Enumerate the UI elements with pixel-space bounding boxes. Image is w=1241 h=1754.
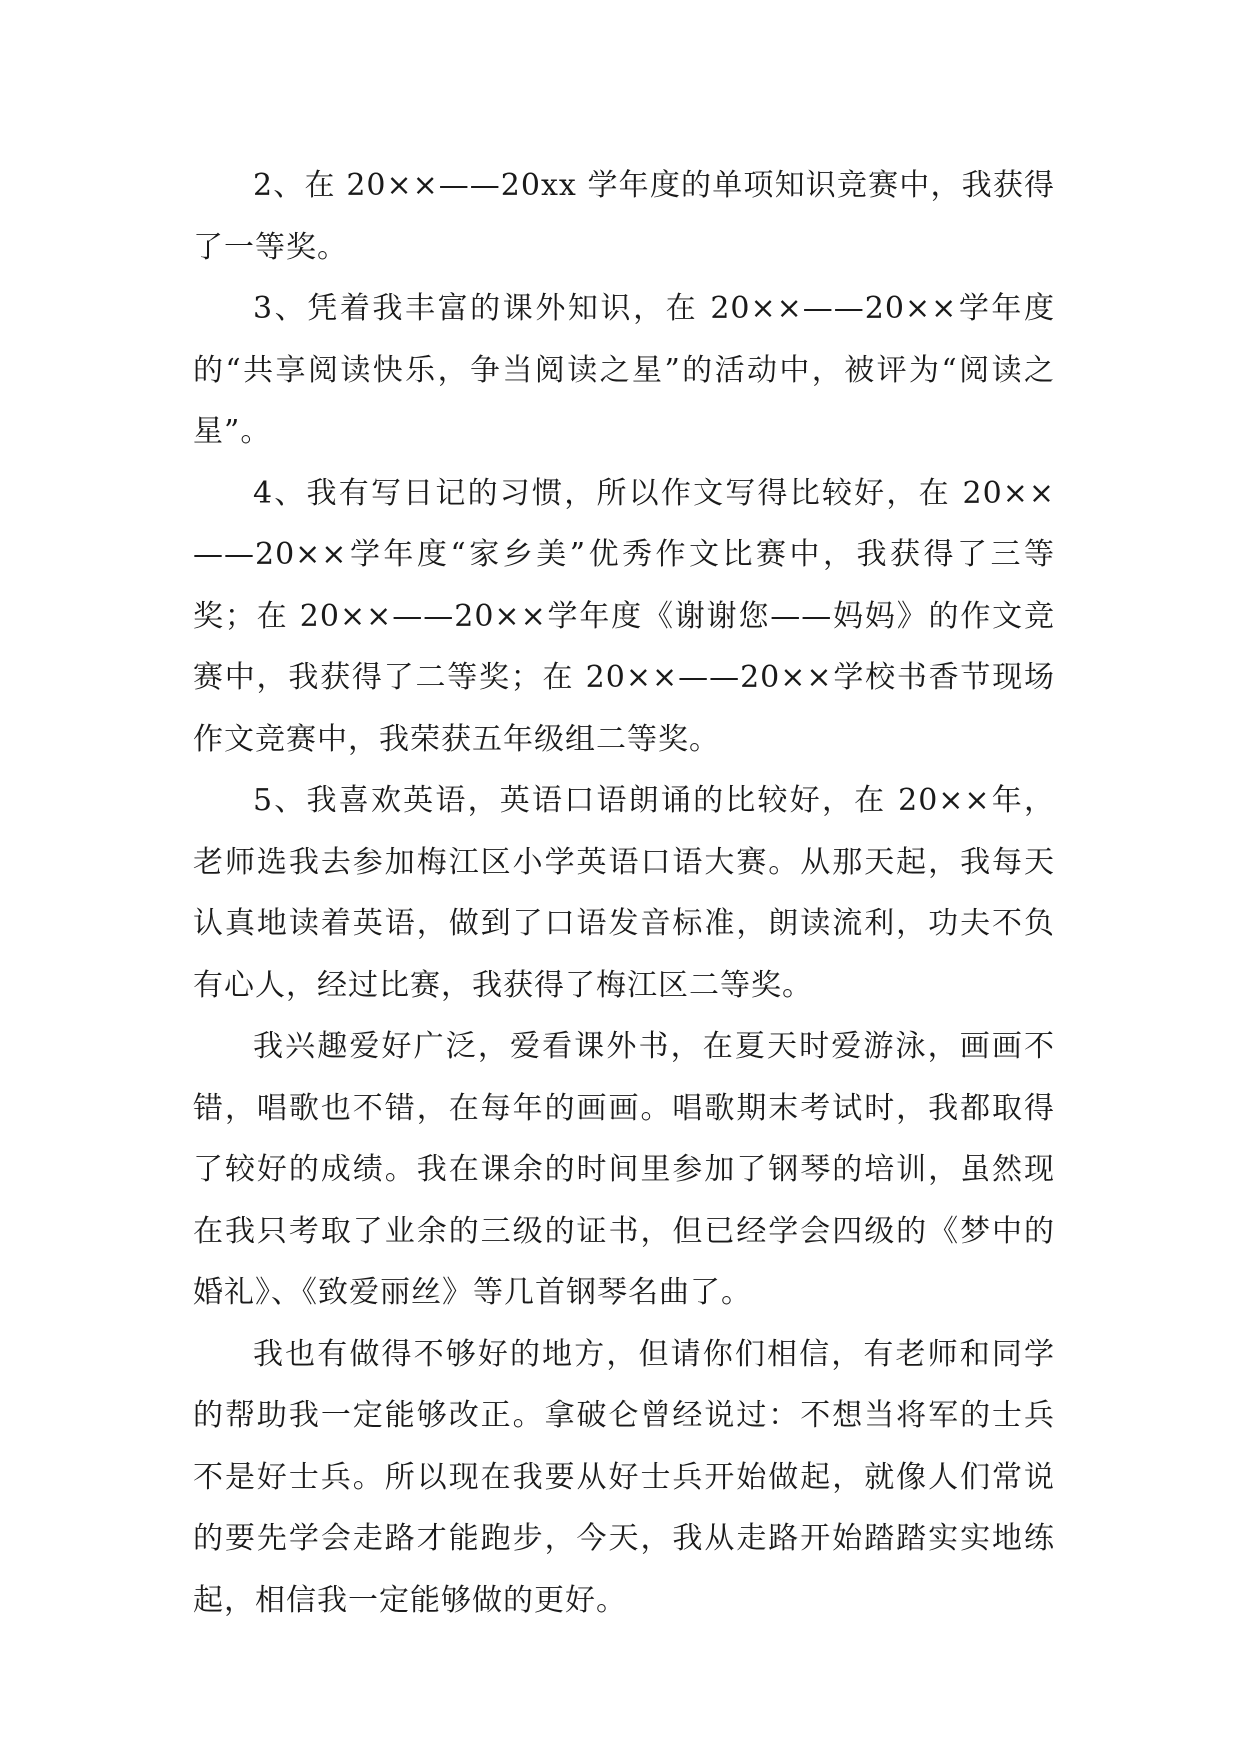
paragraph-hobbies: 我兴趣爱好广泛，爱看课外书，在夏天时爱游泳，画画不错，唱歌也不错，在每年的画画。唱歌期末考试时，我都取得了较好的成绩。我在课余的时间里参加了钢琴的培训，虽然现在我只考取了业余的三级的证书，但已经学会四级的《梦中的婚礼》、《致爱丽丝》等几首钢琴名曲了。 <box>193 1029 1055 1310</box>
document-body <box>193 155 1055 1631</box>
paragraph-english-contest: 5、我喜欢英语，英语口语朗诵的比较好，在 20××年，老师选我去参加梅江区小学英语口语大赛。从那天起，我每天认真地读着英语，做到了口语发音标准，朗读流利，功夫不负有心人，经过比赛，我获得了梅江区二等奖。 <box>193 783 1055 1003</box>
paragraph-award-knowledge-contest: 2、在 20××——20xx 学年度的单项知识竞赛中，我获得了一等奖。 <box>193 168 1055 265</box>
paragraph-reading-star: 3、凭着我丰富的课外知识，在 20××——20××学年度的“共享阅读快乐，争当阅读之星”的活动中，被评为“阅读之星”。 <box>193 291 1055 449</box>
paragraph-writing-awards: 4、我有写日记的习惯，所以作文写得比较好，在 20××——20××学年度“家乡美”优秀作文比赛中，我获得了三等奖；在 20××——20××学年度《谢谢您——妈妈》的作文竞赛中，我获得了二等奖；在 20××——20××学校书香节现场作文竞赛中，我荣获五年级组二等奖。 <box>193 475 1055 757</box>
paragraph-improvement: 我也有做得不够好的地方，但请你们相信，有老师和同学的帮助我一定能够改正。拿破仑曾经说过：不想当将军的士兵不是好士兵。所以现在我要从好士兵开始做起，就像人们常说的要先学会走路才能跑步，今天，我从走路开始踏踏实实地练起，相信我一定能够做的更好。 <box>193 1336 1055 1618</box>
